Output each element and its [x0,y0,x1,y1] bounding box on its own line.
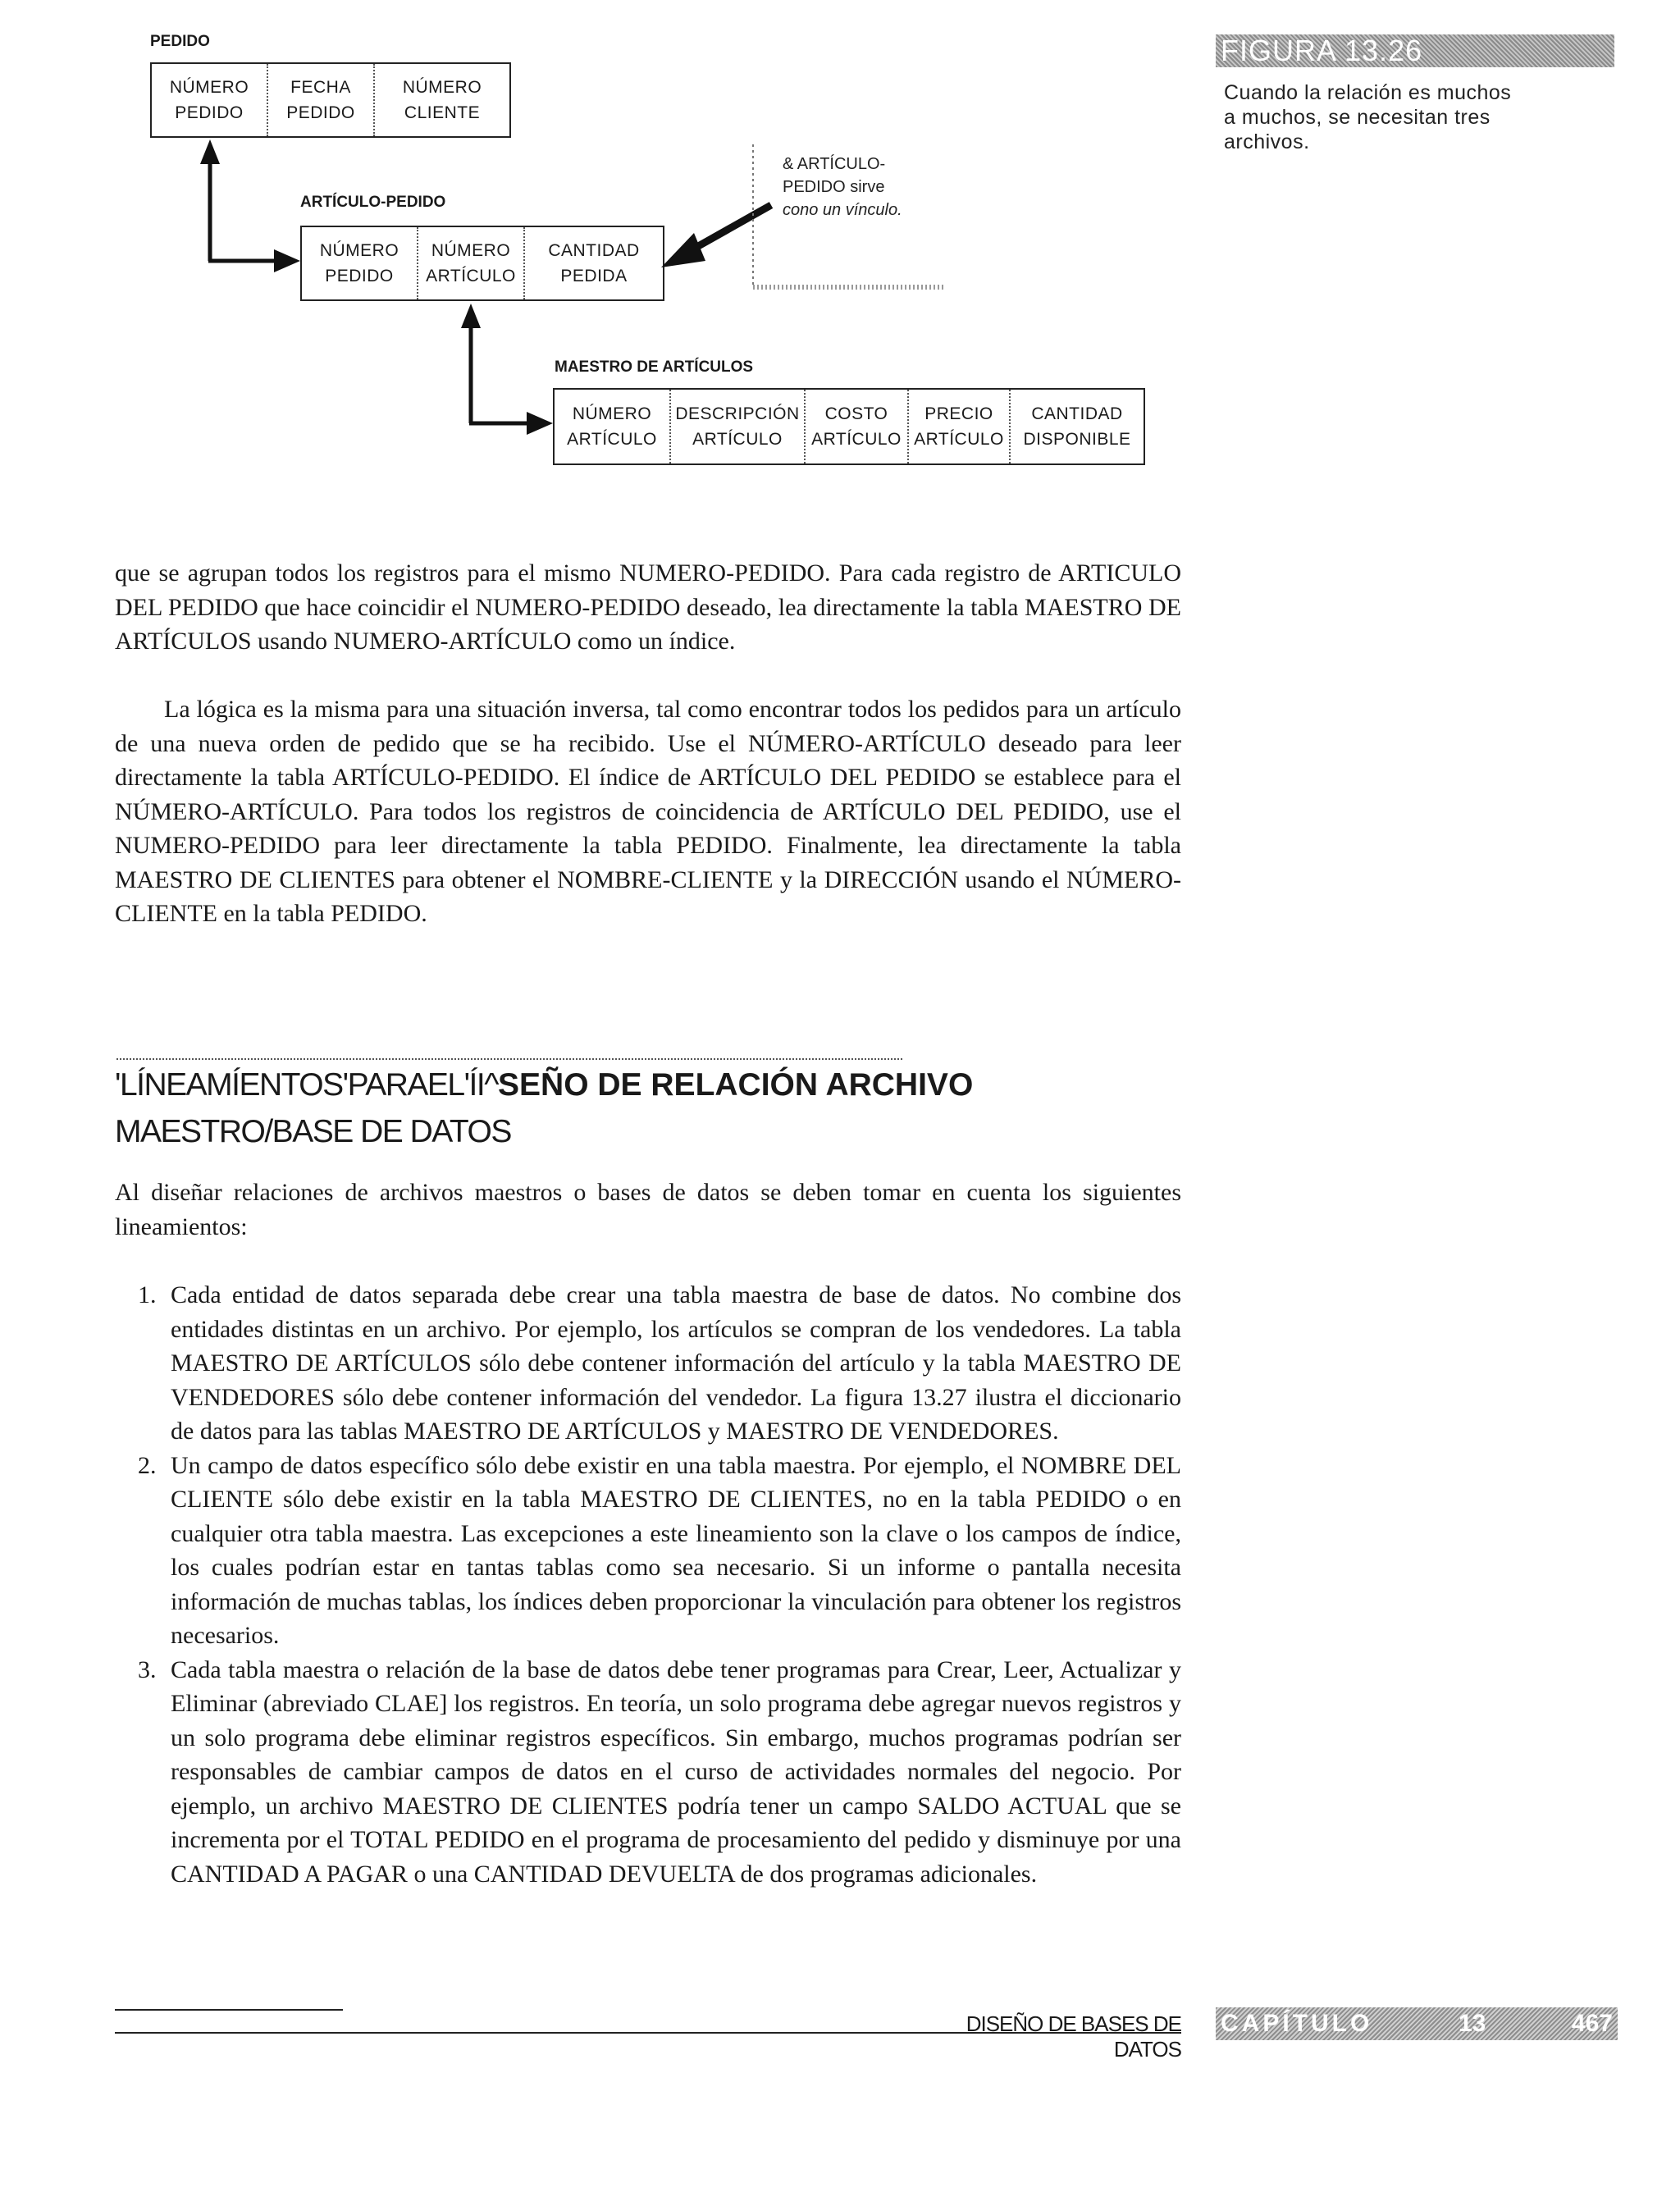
chapter-number: 13 [1458,2010,1486,2037]
field-text: ARTÍCULO [567,430,657,449]
arrowhead-up-icon [461,304,481,328]
connector-arrows [0,0,1680,509]
note-line: PEDIDO sirve [783,178,885,196]
arrowhead-up-icon [200,139,220,164]
field-text: PEDIDA [560,267,628,285]
footer-rule-short [115,2009,343,2011]
list-item-number: 3. [138,1655,157,1683]
list-item-number: 2. [138,1451,157,1479]
field-text: CLIENTE [404,103,481,122]
field-text: NÚMERO [572,404,652,423]
caption-line: archivos. [1224,130,1310,153]
note-line: cono un vínculo. [783,201,902,219]
field-text: DESCRIPCIÓN [675,404,800,423]
field-text: NÚMERO [319,241,399,260]
field-text: CANTIDAD [548,241,640,260]
field-text: DISPONIBLE [1023,430,1131,449]
field-text: PRECIO [924,404,993,423]
maestro-table-label: MAESTRO DE ARTÍCULOS [555,358,754,376]
chapter-box [1216,2007,1618,2040]
caption-line: a muchos, se necesitan tres [1224,106,1491,129]
list-item [138,1653,1181,1892]
list-item [138,1278,1181,1449]
figure-caption [1224,80,1577,154]
body-paragraph-1: que se agrupan todos los registros para el mismo NUMERO-PEDIDO. Para cada registro de ARTICULO DEL PEDIDO que hace coincidir el NUMERO-PEDIDO deseado, lea directamente la tabla MAESTRO DE ARTÍCULOS usando NUMERO-ARTÍCULO como un índice. [115,559,1181,655]
guidelines-list [138,1278,1181,1891]
articulo-pedido-table-label: ARTÍCULO-PEDIDO [300,194,446,211]
field-text: ARTÍCULO [811,430,902,449]
pedido-table-label: PEDIDO [150,33,210,50]
list-item [138,1449,1181,1653]
list-item-text: Cada entidad de datos separada debe crear una tabla maestra de base de datos. No combine dos entidades distintas en un archivo. Por ejemplo, los artículos se compran de los vendedores. La tabla MAESTRO DE ARTÍCULOS sólo debe contener información del artículo y la tabla MAESTRO DE VENDEDORES sólo debe contener información del vendedor. La figura 13.27 ilustra el diccionario de datos para las tablas MAESTRO DE ARTÍCULOS y MAESTRO DE VENDEDORES. [171,1281,1181,1445]
field-text: PEDIDO [325,267,394,285]
field-text: ARTÍCULO [426,267,516,285]
heading-text-part1: 'LÍNEAMÍENTOS'PARAEL'ÍI^ [115,1067,499,1103]
figure-tag: FIGURA 13.26 [1216,34,1614,67]
list-item-text: Un campo de datos específico sólo debe existir en una tabla maestra. Por ejemplo, el NOMBRE DEL CLIENTE sólo debe existir en la tabla MAESTRO DE CLIENTES, no en la tabla PEDIDO o en cualquier otra tabla maestra. Las excepciones a este lineamiento son la clave o los campos de índice, los cuales podrían estar en tantas tablas como sea necesario. Si un informe o pantalla necesita información de muchas tablas, los índices deben proporcionar la vinculación para obtener los registros necesarios. [171,1451,1181,1649]
note-line: & ARTÍCULO- [783,155,886,173]
section-heading-line2: MAESTRO/BASE DE DATOS [115,1114,511,1149]
section-heading [115,1066,1181,1104]
intro-paragraph: Al diseñar relaciones de archivos maestros o bases de datos se deben tomar en cuenta los siguientes lineamientos: [115,1179,1181,1240]
field-text: NÚMERO [169,78,249,97]
page-number: 467 [1571,2010,1613,2037]
field-text: PEDIDO [175,103,244,122]
list-item-text: Cada tabla maestra o relación de la base de datos debe tener programas para Crear, Leer, Actualizar y Eliminar (abreviado CLAE] los registros. En teoría, un solo programa debe agregar nuevos registros y un solo programa debe eliminar registros específicos. Sin embargo, muchos programas podrían ser responsables de cambiar campos de datos en el curso de actividades normales del negocio. Por ejemplo, un archivo MAESTRO DE CLIENTES podría tener un campo SALDO ACTUAL que se incrementa por el TOTAL PEDIDO en el programa de procesamiento del pedido y disminuye por una CANTIDAD A PAGAR o una CANTIDAD DEVUELTA de dos programas adicionales. [171,1655,1181,1888]
heading-text-part2: SEÑO DE RELACIÓN ARCHIVO [498,1067,974,1103]
arrowhead-right-icon [274,249,300,272]
diagram-note [783,153,963,221]
field-text: ARTÍCULO [914,430,1004,449]
arrowhead-right-icon [527,412,553,435]
heading-dotted-rule [116,1058,902,1060]
field-text: COSTO [824,404,888,423]
arrowhead-callout-icon [661,233,705,267]
list-item-number: 1. [138,1281,157,1308]
body-paragraph-2: La lógica es la misma para una situación inversa, tal como encontrar todos los pedidos para un artículo de una nueva orden de pedido que se ha recibido. Use el NÚMERO-ARTÍCULO deseado para leer directamente la tabla ARTÍCULO-PEDIDO. El índice de ARTÍCULO DEL PEDIDO se establece para el NÚMERO-ARTÍCULO. Para todos los registros de coincidencia de ARTÍCULO DEL PEDIDO, use el NUMERO-PEDIDO para leer directamente la tabla PEDIDO. Finalmente, lea directamente la tabla MAESTRO DE CLIENTES para obtener el NOMBRE-CLIENTE y la DIRECCIÓN usando el NÚMERO-CLIENTE en la tabla PEDIDO. [115,696,1181,927]
field-text: FECHA [290,78,351,97]
caption-line: Cuando la relación es muchos [1224,81,1512,104]
running-footer-title: DISEÑO DE BASES DE DATOS [966,2011,1181,2062]
field-text: NÚMERO [431,241,511,260]
chapter-label: CAPÍTULO [1221,2010,1373,2037]
field-text: PEDIDO [286,103,355,122]
field-text: CANTIDAD [1031,404,1123,423]
field-text: ARTÍCULO [692,430,783,449]
field-text: NÚMERO [402,78,482,97]
